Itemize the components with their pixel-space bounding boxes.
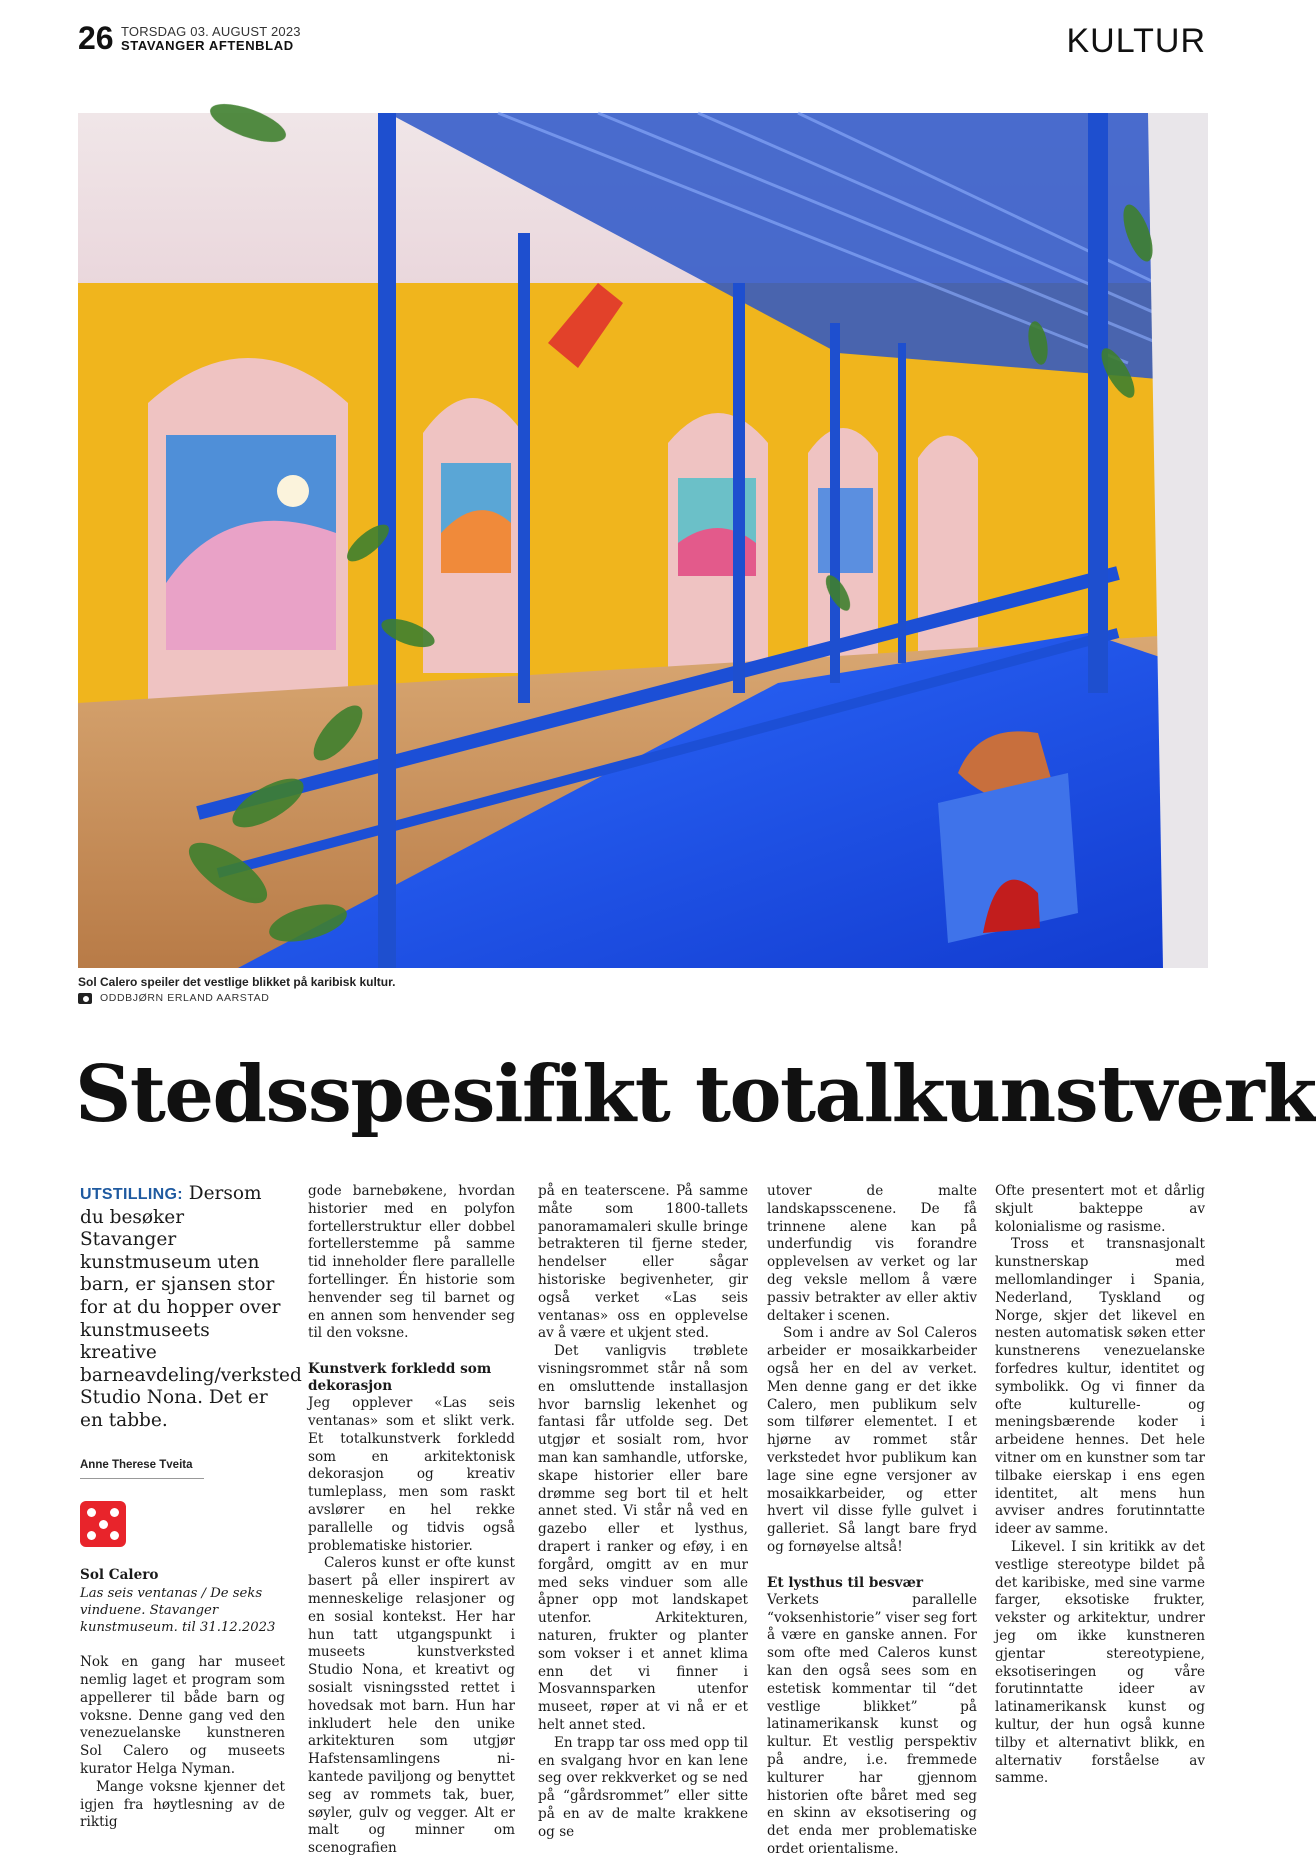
page-number: 26: [78, 20, 114, 56]
newspaper-name: STAVANGER AFTENBLAD: [121, 37, 294, 53]
body-paragraph: Som i andre av Sol Caleros arbeider er mosaikkarbeider også her en del av verket. Men denne gang er det ikke Calero, men publikum selv som tilfører elementet. I et hjørne av rommet står verkstedet hvor publikum kan lage sine egne versjoner av mosaikkarbeider, og etter hvert vil disse fylle gulvet i galleriet. Så langt bare fryd og fornøyelse altså!: [767, 1325, 977, 1555]
lead-text: Dersom du besøker Stavanger kunstmuseum uten barn, er sjansen stor for at du hopper over kunstmuseets kreative barneavdeling/verksted Studio Nona. Det er en tabbe.: [80, 1183, 302, 1431]
subheading: Et lysthus til besvær: [767, 1574, 923, 1591]
dice-rating-icon: [80, 1501, 126, 1547]
gallery-installation-image: [78, 113, 1208, 968]
column-1: [80, 1183, 302, 1832]
body-paragraph: på en teaterscene. På samme måte som 1800-tallets panoramamaleri skulle bringe betrakteren til fjerne steder, hendelser eller sågar historiske begivenheter, gir også verket «Las seis ventanas» oss en opplevelse av å være et ukjent sted.: [538, 1183, 748, 1342]
column-4: [767, 1183, 977, 1859]
photo-credit-name: ODDBJØRN ERLAND AARSTAD: [100, 992, 270, 1004]
photo-caption: Sol Calero speiler det vestlige blikket på karibisk kultur.: [78, 975, 396, 989]
byline: Anne Therese Tveita: [80, 1457, 204, 1480]
body-paragraph: Ofte presentert mot et dårlig skjult bakteppe av kolonialisme og rasisme.: [995, 1183, 1205, 1235]
body-paragraph: Mange voksne kjenner det igjen fra høytlesning av de riktig: [80, 1778, 285, 1831]
body-paragraph: Jeg opplever «Las seis ventanas» som et slikt verk. Et totalkunstverk forkledd som en arkitektonisk dekorasjon og kreativ tumleplass, men som raskt avslører en hel rekke parallelle og tidvis også problematiske historier.: [308, 1395, 515, 1554]
section-label: KULTUR: [1066, 22, 1206, 60]
article-lead: [80, 1183, 302, 1433]
body-paragraph: En trapp tar oss med opp til en svalgang hvor en kan lene seg over rekkverket og se ned på “gårdsrommet” eller sitte på en av de malte krakkene og se: [538, 1734, 748, 1840]
body-paragraph: Caleros kunst er ofte kunst basert på eller inspirert av menneskelige relasjoner og en sosial kontekst. Her har hun tatt utgangspunkt i museets kunstverksted Studio Nona, et kreativt og sosialt visningssted rettet i hovedsak mot barn. Hun har inkludert hele den unike arkitekturen som utgjør Hafstensamlingens ni-kantede paviljong og benyttet seg av rommets tak, buer, søyler, gulv og vegger. Alt er malt og minner om scenografien: [308, 1555, 515, 1857]
camera-icon: [78, 993, 92, 1004]
lead-kicker: UTSTILLING:: [80, 1186, 183, 1203]
article-photo: [78, 113, 1208, 968]
column-2: [308, 1183, 515, 1858]
body-paragraph: Verkets parallelle “voksenhistorie” viser seg fort å være en ganske annen. For som ofte med Caleros kunst kan den også sees som en estetisk kommentar til “det vestlige blikket” på latinamerikansk kunst og kultur. Et vestlig perspektiv på andre, i.e. fremmede kulturer har gjennom historien ofte båret med seg en skinn av eksotisering og det enda mer problematiske ordet orientalisme.: [767, 1591, 977, 1857]
photo-credit: [78, 992, 269, 1004]
subheading: Kunstverk forkledd som dekorasjon: [308, 1361, 492, 1395]
body-paragraph: Tross et transnasjonalt kunstnerskap med mellomlandinger i Spania, Nederland, Tyskland og Norge, skjer det likevel en nesten automatisk søken etter kunstnerens venezuelanske forfedres kultur, identitet og symbolikk. Og vi finner da ofte kulturelle- og meningsbærende koder i arbeidene hennes. Det hele vitner om en kunstner som tar tilbake eierskap i ens egen identitet, alt mens hun avviser andres forutinntatte ideer av samme.: [995, 1236, 1205, 1538]
review-info: Las seis ventanas / De seks vinduene. Stavanger kunstmuseum. til 31.12.2023: [80, 1586, 276, 1636]
column-3: [538, 1183, 748, 1841]
body-paragraph: Nok en gang har museet nemlig laget et program som appellerer til både barn og voksne. Denne gang ved den venezuelanske kunstneren Sol Calero og museets kurator Helga Nyman.: [80, 1654, 285, 1777]
page-meta: [121, 25, 301, 52]
body-paragraph: utover de malte landskapsscenene. De få trinnene alene kan på underfundig vis forandre opplevelsen av verket og lar deg veksle mellom å være passiv betrakter av eller aktiv deltaker i scenen.: [767, 1183, 977, 1324]
issue-date: TORSDAG 03. AUGUST 2023: [121, 24, 301, 39]
body-paragraph: Det vanligvis trøblete visningsrommet står nå som en omsluttende installasjon hvor barnslig lekenhet og fantasi får utfolde seg. Det utgjør et sosialt rom, hvor man kan samhandle, utforske, skape historier eller bare drømme seg bort til et helt annet sted. Vi står nå ved en gazebo eller et lysthus, drapert i ranker og eføy, i en forgård, omgitt av en mur med seks vinduer som alle åpner opp mot landskapet utenfor. Arkitekturen, naturen, frukter og planter som vokser i et annet klima enn det vi finner i Mosvannsparken utenfor museet, røper at vi nå er et helt annet sted.: [538, 1343, 748, 1733]
article-headline: Stedsspesifikt totalkunstverk: [75, 1049, 1316, 1140]
column-5: [995, 1183, 1205, 1788]
body-paragraph: gode barnebøkene, hvordan historier med en polyfon fortellerstruktur eller dobbel fortellerstemme på samme tid inneholder flere parallelle fortellinger. Én historie som henvender seg til barnet og en annen som henvender seg til den voksne.: [308, 1183, 515, 1342]
review-title: Sol Calero: [80, 1567, 159, 1584]
body-paragraph: Likevel. I sin kritikk av det vestlige stereotype bildet på det karibiske, med sine varme farger, eksotiske frukter, vekster og arkitektur, undrer jeg om ikke kunstneren gjentar stereotypiene, eksotiseringen og våre forutinntatte ideer av latinamerikansk kunst og kultur, der hun også kunne tilby et alternativt blikk, en alternativ forståelse av samme.: [995, 1538, 1205, 1787]
